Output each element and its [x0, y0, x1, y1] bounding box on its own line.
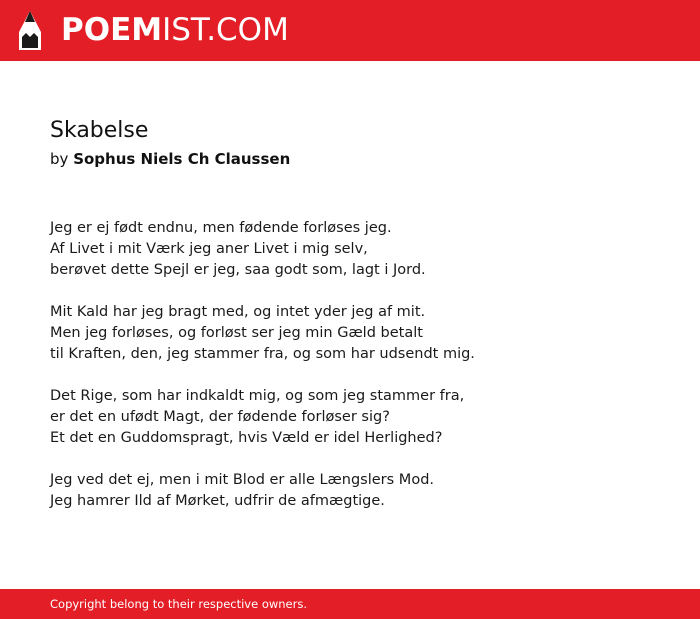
- site-logo[interactable]: [61, 10, 289, 50]
- poem-line: Af Livet i mit Værk jeg aner Livet i mig selv,: [50, 241, 368, 257]
- poem-line: Jeg hamrer Ild af Mørket, udfrir de afmægtige.: [50, 493, 385, 509]
- poem-line: berøvet dette Spejl er jeg, saa godt som, lagt i Jord.: [50, 262, 426, 278]
- poem-line: Men jeg forløses, og forløst ser jeg min Gæld betalt: [50, 325, 423, 341]
- stanza: [50, 386, 650, 449]
- poem-line: Et det en Guddomspragt, hvis Væld er idel Herlighed?: [50, 430, 443, 446]
- poem-title: Skabelse: [50, 118, 149, 143]
- copyright-notice: Copyright belong to their respective owners.: [50, 597, 308, 611]
- logo-thin-text: IST.COM: [162, 12, 289, 48]
- pencil-icon[interactable]: [17, 10, 43, 52]
- poem-line: til Kraften, den, jeg stammer fra, og som har udsendt mig.: [50, 346, 475, 362]
- byline-prefix: by: [50, 150, 69, 168]
- stanza: [50, 218, 650, 281]
- poem-byline: [50, 148, 290, 170]
- poem-body: [50, 218, 650, 533]
- stanza: [50, 302, 650, 365]
- poem-line: Jeg er ej født endnu, men fødende forløses jeg.: [50, 220, 392, 236]
- poem-line: Mit Kald har jeg bragt med, og intet yder jeg af mit.: [50, 304, 426, 320]
- site-footer: [0, 589, 700, 619]
- logo-bold-text: POEM: [61, 12, 163, 48]
- poem-line: Det Rige, som har indkaldt mig, og som jeg stammer fra,: [50, 388, 465, 404]
- poem-author: Sophus Niels Ch Claussen: [73, 150, 291, 168]
- poem-line: er det en ufødt Magt, der fødende forløser sig?: [50, 409, 390, 425]
- poem-line: Jeg ved det ej, men i mit Blod er alle Længslers Mod.: [50, 472, 435, 488]
- site-header: [0, 0, 700, 61]
- stanza: [50, 470, 650, 512]
